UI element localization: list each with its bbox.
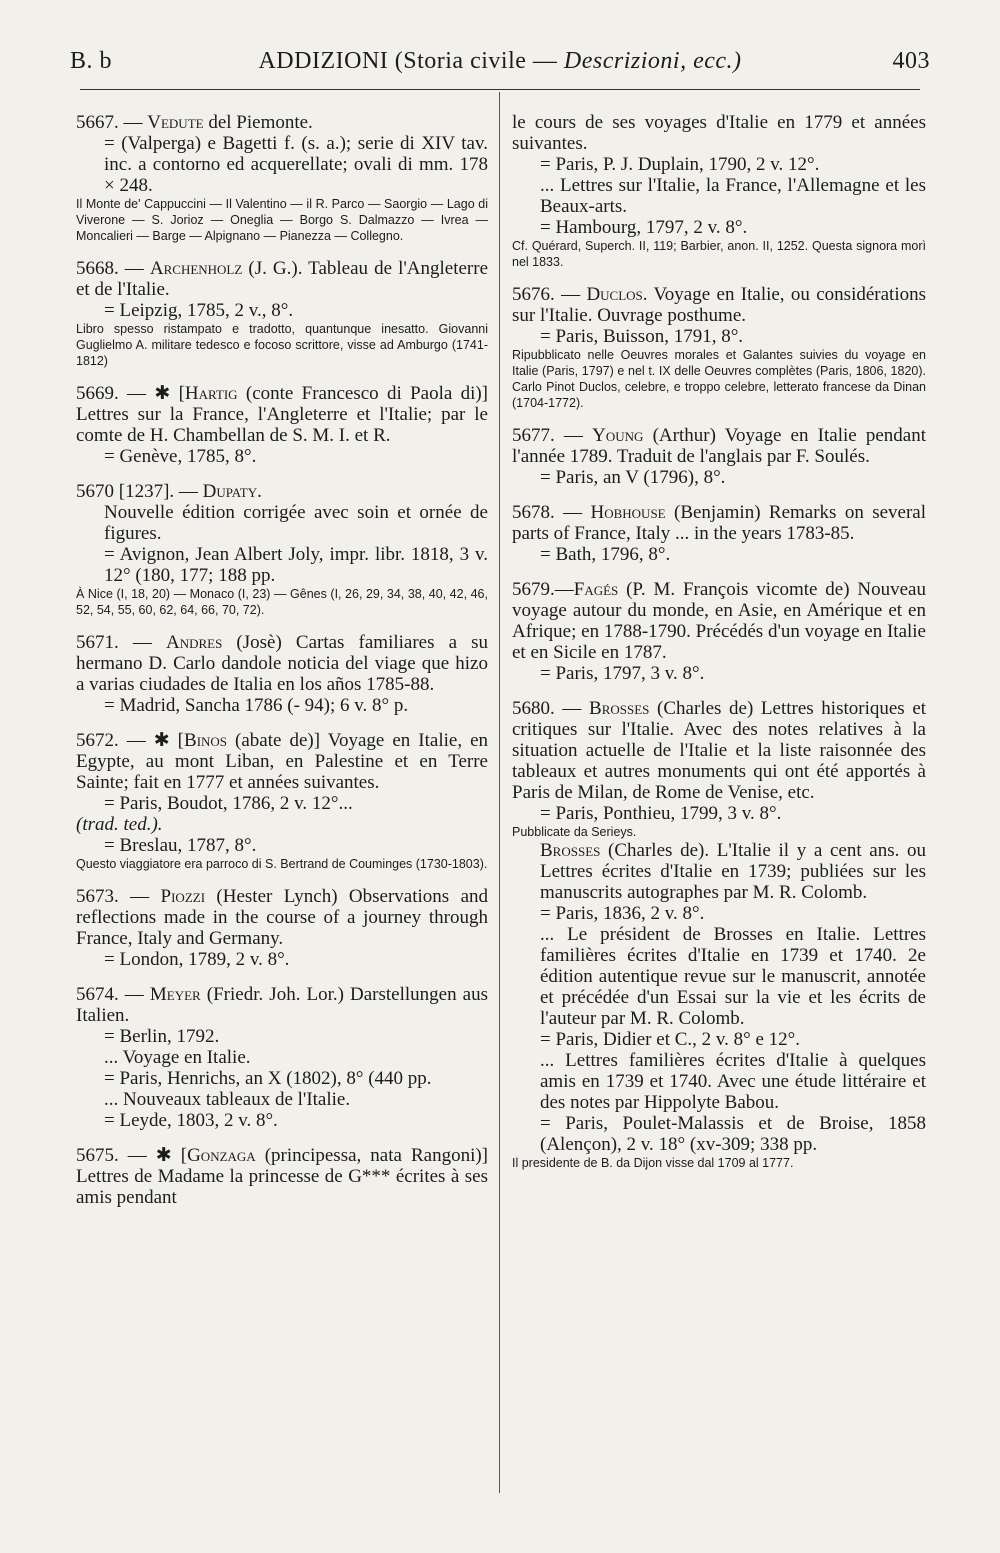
entry-note: Ripubblicato nelle Oeuvres morales et Galantes suivies du voyage en Italie (Paris, 1797) e nel t. IX delle Oeuvres complètes (Paris, 1806, 1820). Carlo Pinot Duclos, celebre, e troppo celebre, letterato francese da Dinan (1704-1772).	[512, 348, 926, 410]
entry-imprint-3: = Leyde, 1803, 2 v. 8°.	[104, 1110, 278, 1131]
entry-author: Hobhouse	[590, 502, 666, 523]
entry-title-2: (Charles de). L'Italie il y a cent ans. ou Lettres écrites d'Italie en 1739; publiées sur les manuscrits autographes par M. R. Colomb.	[540, 840, 927, 903]
entry-translation: (trad. ted.).	[76, 814, 163, 835]
entry-5674	[76, 984, 488, 1131]
entry-title: (Josè) Cartas familiares a su hermano D. Carlo dandole noticia del viage que hizo a varias ciudades de Italia en los años 1785-88.	[76, 632, 489, 695]
entry-imprint-4: = Paris, Poulet-Malassis et de Broise, 1858 (Alençon), 2 v. 18° (xv-309; 338 pp.	[540, 1113, 926, 1155]
entry-title: (Hester Lynch) Observations and reflections made in the course of a journey through France, Italy and Germany.	[76, 886, 489, 949]
entry-title: (principessa, nata Rangoni)] Lettres de Madame la princesse de G*** écrites à ses amis pendant	[76, 1145, 489, 1208]
entry-imprint: = Berlin, 1792.	[104, 1026, 220, 1047]
entry-imprint: = London, 1789, 2 v. 8°.	[104, 949, 290, 970]
entry-author: Young	[592, 425, 644, 446]
entry-imprint: = (Valperga) e Bagetti f. (s. a.); serie di XIV tav. inc. a contorno ed acquerellate; ovali di mm. 178 × 248.	[104, 133, 488, 196]
entry-number: 5672. — ✱ [	[76, 730, 185, 751]
entry-5670	[76, 481, 488, 618]
entry-subtitle-2: ... Nouveaux tableaux de l'Italie.	[104, 1089, 351, 1110]
entry-number: 5674. —	[76, 984, 144, 1005]
entry-imprint-2: = Hambourg, 1797, 2 v. 8°.	[540, 217, 748, 238]
entry-subtitle: ... Voyage en Italie.	[104, 1047, 251, 1068]
signature-mark: B. b	[70, 48, 113, 74]
entry-number: 5673. —	[76, 886, 150, 907]
column-divider	[499, 92, 500, 1493]
entry-note: À Nice (I, 18, 20) — Monaco (I, 23) — Gênes (I, 26, 29, 34, 38, 40, 42, 46, 52, 54, 55, 60, 62, 64, 66, 70, 72).	[76, 587, 488, 617]
entry-title: le cours de ses voyages d'Italie en 1779 et années suivantes.	[512, 112, 926, 154]
entry-imprint: = Paris, Buisson, 1791, 8°.	[540, 326, 744, 347]
entry-number: 5679.—	[512, 579, 574, 600]
entry-note: Questo viaggiatore era parroco di S. Bertrand de Couminges (1730-1803).	[76, 857, 488, 871]
entry-number: 5680. —	[512, 698, 582, 719]
entry-author: Fagés	[573, 579, 619, 600]
entry-title: Nouvelle édition corrigée avec soin et ornée de figures.	[104, 502, 488, 544]
running-title	[70, 48, 930, 75]
left-column	[76, 112, 488, 1222]
entry-imprint: = Avignon, Jean Albert Joly, impr. libr. 1818, 3 v. 12° (180, 177; 188 pp.	[104, 544, 488, 586]
entry-5667	[76, 112, 488, 244]
entry-imprint-3: = Paris, Didier et C., 2 v. 8° e 12°.	[540, 1029, 801, 1050]
entry-title: (abate de)] Voyage en Italie, en Egypte, au mont Liban, en Palestine et en Terre Sainte; fait en 1777 et années suivantes.	[76, 730, 489, 793]
entry-title: (Arthur) Voyage en Italie pendant l'année 1789. Traduit de l'anglais par F. Soulés.	[512, 425, 927, 467]
entry-note: Cf. Quérard, Superch. II, 119; Barbier, anon. II, 1252. Questa signora morì nel 1833.	[512, 239, 926, 269]
entry-imprint: = Madrid, Sancha 1786 (- 94); 6 v. 8° p.	[104, 695, 409, 716]
entry-imprint-2: = Paris, 1836, 2 v. 8°.	[540, 903, 705, 924]
entry-imprint: = Genève, 1785, 8°.	[104, 446, 257, 467]
entry-note: Libro spesso ristampato e tradotto, quantunque inesatto. Giovanni Guglielmo A. militare tedesco e focoso scrittore, visse ad Amburgo (1741-1812)	[76, 322, 488, 368]
entry-5675-continued	[512, 112, 926, 270]
entry-author: Piozzi	[160, 886, 206, 907]
entry-author: Brosses	[589, 698, 650, 719]
entry-title: (Benjamin) Remarks on several parts of France, Italy ... in the years 1783-85.	[512, 502, 926, 544]
entry-note: Pubblicate da Serieys.	[512, 825, 637, 839]
entry-number: 5676. —	[512, 284, 581, 305]
entry-5668	[76, 258, 488, 369]
entry-imprint: = Leipzig, 1785, 2 v., 8°.	[104, 300, 294, 321]
entry-title: (conte Francesco di Paola di)] Lettres sur la France, l'Angleterre et l'Italie; par le comte de H. Chambellan de S. M. I. et R.	[76, 383, 489, 446]
entry-author: Duclos.	[586, 284, 648, 305]
entry-5678	[512, 502, 926, 565]
entry-imprint: = Paris, Boudot, 1786, 2 v. 12°...	[104, 793, 353, 814]
entry-5669	[76, 383, 488, 467]
page-number: 403	[892, 48, 930, 74]
entry-5671	[76, 632, 488, 716]
entry-author: Hartig	[184, 383, 238, 404]
entry-imprint-2: = Breslau, 1787, 8°.	[104, 835, 257, 856]
entry-number: 5671. —	[76, 632, 152, 653]
entry-5675	[76, 1145, 488, 1208]
entry-title: (Charles de) Lettres historiques et critiques sur l'Italie. Avec des notes relatives à la situation actuelle de l'Italie et la liste raisonnée des tableaux et autres monuments qui ont été apportés à Paris de Milan, de Rome de Venise, etc.	[512, 698, 927, 803]
entry-subtitle: ... Lettres sur l'Italie, la France, l'Allemagne et les Beaux-arts.	[540, 175, 926, 217]
entry-author: Gonzaga	[187, 1145, 256, 1166]
running-title-italic: Descrizioni, ecc.)	[563, 48, 742, 74]
entry-5677	[512, 425, 926, 488]
entry-author: Andres	[165, 632, 223, 653]
entry-5680	[512, 698, 926, 1171]
entry-imprint-2: = Paris, Henrichs, an X (1802), 8° (440 pp.	[104, 1068, 432, 1089]
entry-number: 5668. —	[76, 258, 144, 279]
entry-title-3: ... Le président de Brosses en Italie. Lettres familières écrites d'Italie en 1739 et 1740. 2e édition autentique revue sur le manuscrit, annotée et précédée d'un Essai sur la vie et les écrits de l'auteur par M. R. Colomb.	[540, 924, 926, 1029]
entry-5673	[76, 886, 488, 970]
entry-note: Il Monte de' Cappuccini — Il Valentino — il R. Parco — Saorgio — Lago di Viverone — S. Jorioz — Oneglia — Borgo S. Dalmazzo — Ivrea — Moncalieri — Barge — Alpignano — Pianezza — Collegno.	[76, 197, 488, 243]
entry-author: Archenholz	[149, 258, 243, 279]
entry-author: Meyer	[149, 984, 201, 1005]
entry-title: (Friedr. Joh. Lor.) Darstellungen aus Italien.	[76, 984, 488, 1026]
entry-title: (P. M. François vicomte de) Nouveau voyage autour du monde, en Asie, en Amérique et en Afrique; en 1788-1790. Précédés d'un voyage en Italie et en Sicile en 1787.	[512, 579, 926, 663]
entry-5676	[512, 284, 926, 411]
entry-5679	[512, 579, 926, 684]
running-header	[70, 48, 930, 88]
entry-number: 5678. —	[512, 502, 583, 523]
entry-author: Binos	[184, 730, 228, 751]
entry-number: 5675. — ✱ [	[76, 1145, 188, 1166]
entry-note-2: Il presidente de B. da Dijon visse dal 1709 al 1777.	[512, 1156, 794, 1170]
entry-imprint: = Paris, an V (1796), 8°.	[540, 467, 726, 488]
entry-title: del Piemonte.	[208, 112, 313, 133]
entry-imprint: = Paris, 1797, 3 v. 8°.	[540, 663, 705, 684]
entry-imprint: = Paris, Ponthieu, 1799, 3 v. 8°.	[540, 803, 782, 824]
entry-title-4: ... Lettres familières écrites d'Italie à quelques amis en 1739 et 1740. Avec une étude littéraire et des notes par Hippolyte Babou.	[540, 1050, 926, 1113]
entry-author: Vedute	[147, 112, 204, 133]
entry-title: (J. G.). Tableau de l'Angleterre et de l'Italie.	[76, 258, 489, 300]
entry-5672	[76, 730, 488, 872]
running-title-main: ADDIZIONI (Storia civile —	[258, 48, 558, 74]
entry-imprint: = Bath, 1796, 8°.	[540, 544, 671, 565]
right-column	[512, 112, 926, 1185]
entry-imprint: = Paris, P. J. Duplain, 1790, 2 v. 12°.	[540, 154, 820, 175]
entry-author-2: Brosses	[540, 840, 601, 861]
entry-author: Dupaty.	[202, 481, 262, 502]
entry-number: 5669. — ✱ [	[76, 383, 185, 404]
entry-number: 5667. —	[76, 112, 143, 133]
entry-number: 5677. —	[512, 425, 583, 446]
entry-title: Voyage en Italie, ou considérations sur l'Italie. Ouvrage posthume.	[512, 284, 926, 326]
header-rule	[80, 89, 920, 90]
entry-number: 5670 [1237]. —	[76, 481, 198, 502]
